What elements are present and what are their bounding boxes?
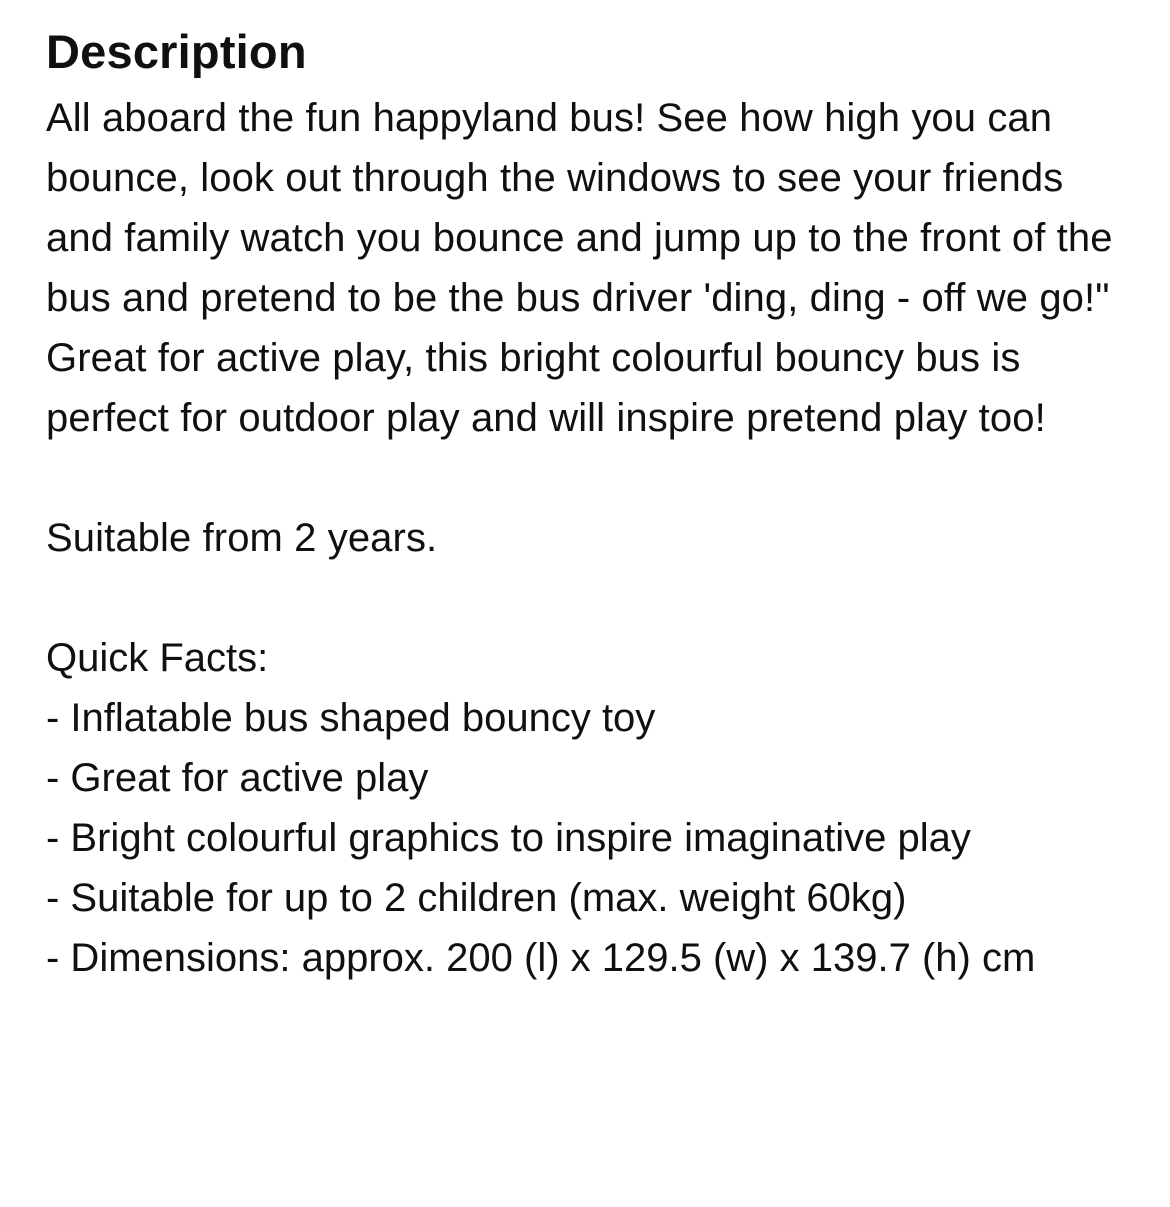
suitability-text: Suitable from 2 years.: [46, 516, 438, 560]
description-intro-text: All aboard the fun happyland bus! See how high you can bounce, look out through the windows to see your friends and family watch you bounce and jump up to the front of the bus and pretend to be the bus driver 'ding, ding - off we go!" Great for active play, this bright colourful bouncy bus is perfect for outdoor play and will inspire pretend play too!: [46, 96, 1113, 440]
paragraph-spacer: [46, 568, 1136, 628]
quick-facts-list: [46, 688, 1136, 988]
quick-fact-item: - Dimensions: approx. 200 (l) x 129.5 (w) x 139.7 (h) cm: [46, 936, 1036, 980]
quick-fact-item: - Great for active play: [46, 756, 429, 800]
description-heading: Description: [46, 25, 307, 78]
product-description-section: [46, 22, 1136, 988]
quick-facts-title: Quick Facts:: [46, 636, 269, 680]
quick-fact-item: - Bright colourful graphics to inspire imaginative play: [46, 816, 971, 860]
quick-fact-item: - Suitable for up to 2 children (max. weight 60kg): [46, 876, 907, 920]
paragraph-spacer: [46, 448, 1136, 508]
quick-fact-item: - Inflatable bus shaped bouncy toy: [46, 696, 656, 740]
